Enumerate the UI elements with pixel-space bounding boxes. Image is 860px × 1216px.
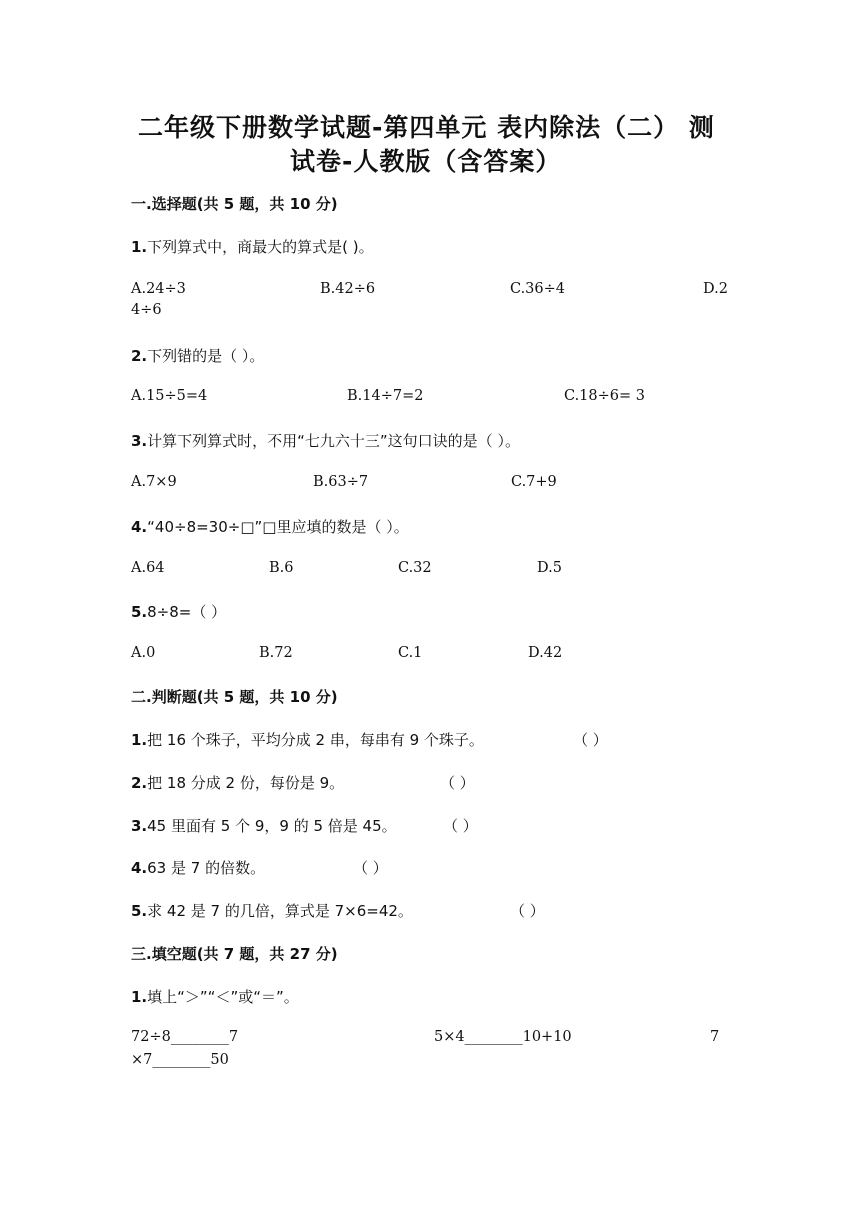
question-number: 5. [131, 902, 148, 920]
question-1-2 [131, 345, 264, 366]
question-text: “40÷8=30÷□”□里应填的数是（ ）。 [147, 518, 409, 536]
question-2-3 [131, 815, 397, 836]
option-1-5-a: A.0 [131, 645, 156, 661]
option-1-1-a: A.24÷3 [131, 281, 186, 297]
section-heading-fill: 三.填空题(共 7 题，共 27 分) [131, 945, 338, 963]
option-1-1-d-cont: 4÷6 [131, 302, 162, 318]
option-1-3-c: C.7+9 [511, 474, 557, 490]
option-1-2-c: C.18÷6= 3 [564, 388, 645, 404]
page-title-line1: 二年级下册数学试题-第四单元 表内除法（二） 测 [138, 113, 715, 142]
question-number: 3. [131, 817, 148, 835]
question-text: 8÷8=（ ） [147, 603, 227, 621]
question-number: 2. [131, 774, 148, 792]
answer-paren-2-5[interactable]: （ ） [510, 902, 545, 920]
question-text: 求 42 是 7 的几倍，算式是 7×6=42。 [147, 902, 413, 920]
section-heading-judge: 二.判断题(共 5 题，共 10 分) [131, 688, 338, 706]
option-1-4-c: C.32 [398, 560, 432, 576]
section-heading-choice: 一.选择题(共 5 题，共 10 分) [131, 195, 338, 213]
option-1-1-d: D.2 [703, 281, 728, 297]
option-1-5-d: D.42 [528, 645, 563, 661]
option-1-1-b: B.42÷6 [320, 281, 376, 297]
option-1-2-a: A.15÷5=4 [131, 388, 208, 404]
question-1-3 [131, 430, 520, 451]
question-text: 填上“＞”“＜”或“＝”。 [147, 988, 299, 1006]
question-number: 1. [131, 988, 148, 1006]
question-text: 45 里面有 5 个 9，9 的 5 倍是 45。 [147, 817, 397, 835]
option-1-2-b: B.14÷7=2 [347, 388, 424, 404]
question-1-5 [131, 601, 226, 622]
page-title-line2: 试卷-人教版（含答案） [290, 147, 562, 176]
question-number: 4. [131, 518, 148, 536]
question-number: 2. [131, 347, 148, 365]
fill-item-3: 7 [710, 1029, 720, 1045]
fill-item-2: 5×4________10+10 [434, 1029, 572, 1045]
question-text: 63 是 7 的倍数。 [147, 859, 266, 877]
option-1-1-c: C.36÷4 [510, 281, 566, 297]
option-1-3-a: A.7×9 [131, 474, 177, 490]
question-1-1 [131, 236, 374, 257]
question-text: 计算下列算式时，不用“七九六十三”这句口诀的是（ ）。 [147, 432, 520, 450]
question-3-1 [131, 986, 299, 1007]
question-2-2 [131, 772, 344, 793]
question-2-1 [131, 729, 484, 750]
option-1-4-d: D.5 [537, 560, 562, 576]
answer-paren-2-1[interactable]: （ ） [573, 731, 608, 749]
question-text: 把 18 分成 2 份，每份是 9。 [147, 774, 345, 792]
fill-item-1: 72÷8________7 [131, 1029, 239, 1045]
question-text: 下列算式中，商最大的算式是( )。 [147, 238, 374, 256]
question-text: 把 16 个珠子，平均分成 2 串，每串有 9 个珠子。 [147, 731, 484, 749]
option-1-5-c: C.1 [398, 645, 423, 661]
option-1-4-b: B.6 [269, 560, 294, 576]
answer-paren-2-2[interactable]: （ ） [440, 774, 475, 792]
question-number: 5. [131, 603, 148, 621]
question-number: 1. [131, 731, 148, 749]
answer-paren-2-3[interactable]: （ ） [443, 817, 478, 835]
option-1-4-a: A.64 [131, 560, 165, 576]
question-2-4 [131, 857, 265, 878]
option-1-3-b: B.63÷7 [313, 474, 369, 490]
question-number: 4. [131, 859, 148, 877]
question-2-5 [131, 900, 413, 921]
question-number: 1. [131, 238, 148, 256]
question-number: 3. [131, 432, 148, 450]
answer-paren-2-4[interactable]: （ ） [353, 859, 388, 877]
fill-item-3-cont: ×7________50 [131, 1052, 229, 1068]
question-1-4 [131, 516, 409, 537]
question-text: 下列错的是（ ）。 [147, 347, 265, 365]
option-1-5-b: B.72 [259, 645, 293, 661]
